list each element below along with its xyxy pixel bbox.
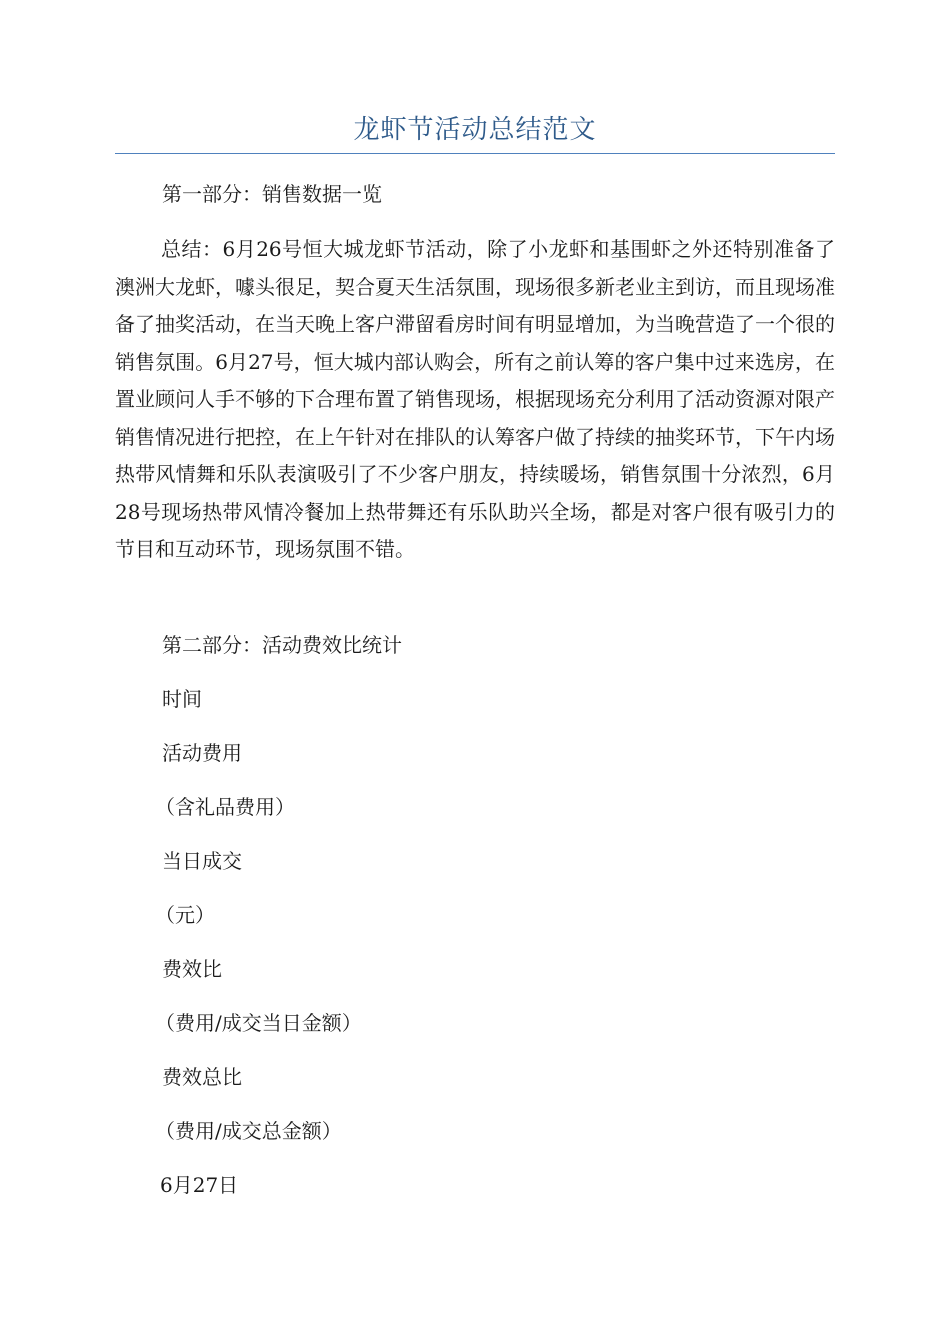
table-cell-activity-cost: 活动费用	[162, 741, 242, 765]
section-heading-cost-efficiency: 第二部分：活动费效比统计	[162, 633, 402, 657]
table-cell-daily-deals: 当日成交	[162, 849, 242, 873]
table-cell-total-ratio-note: （费用/成交总金额）	[155, 1119, 342, 1143]
table-cell-date-june-27: 6月27日	[160, 1173, 239, 1197]
table-cell-total-ratio: 费效总比	[162, 1065, 242, 1089]
summary-paragraph: 总结：6月26号恒大城龙虾节活动，除了小龙虾和基围虾之外还特别准备了澳洲大龙虾，噱头很足，契合夏天生活氛围，现场很多新老业主到访，而且现场准备了抽奖活动，在当天晚上客户滞留看房时间有明显增加，为当晚营造了一个很的销售氛围。6月27号，恒大城内部认购会，所有之前认筹的客户集中过来选房，在置业顾问人手不够的下合理布置了销售现场，根据现场充分利用了活动资源对限产销售情况进行把控，在上午针对在排队的认筹客户做了持续的抽奖环节，下午内场热带风情舞和乐队表演吸引了不少客户朋友，持续暖场，销售氛围十分浓烈，6月28号现场热带风情冷餐加上热带舞还有乐队助兴全场，都是对客户很有吸引力的节目和互动环节，现场氛围不错。	[115, 237, 835, 561]
title-underline	[115, 153, 835, 154]
table-cell-time: 时间	[162, 687, 202, 711]
table-cell-cost-ratio-note: （费用/成交当日金额）	[155, 1011, 362, 1035]
table-cell-gift-cost-note: （含礼品费用）	[155, 795, 295, 819]
section-heading-sales-data: 第一部分：销售数据一览	[162, 182, 382, 206]
document-title: 龙虾节活动总结范文	[353, 115, 597, 145]
table-cell-cost-ratio: 费效比	[162, 957, 222, 981]
table-cell-unit-yuan: （元）	[155, 903, 215, 927]
